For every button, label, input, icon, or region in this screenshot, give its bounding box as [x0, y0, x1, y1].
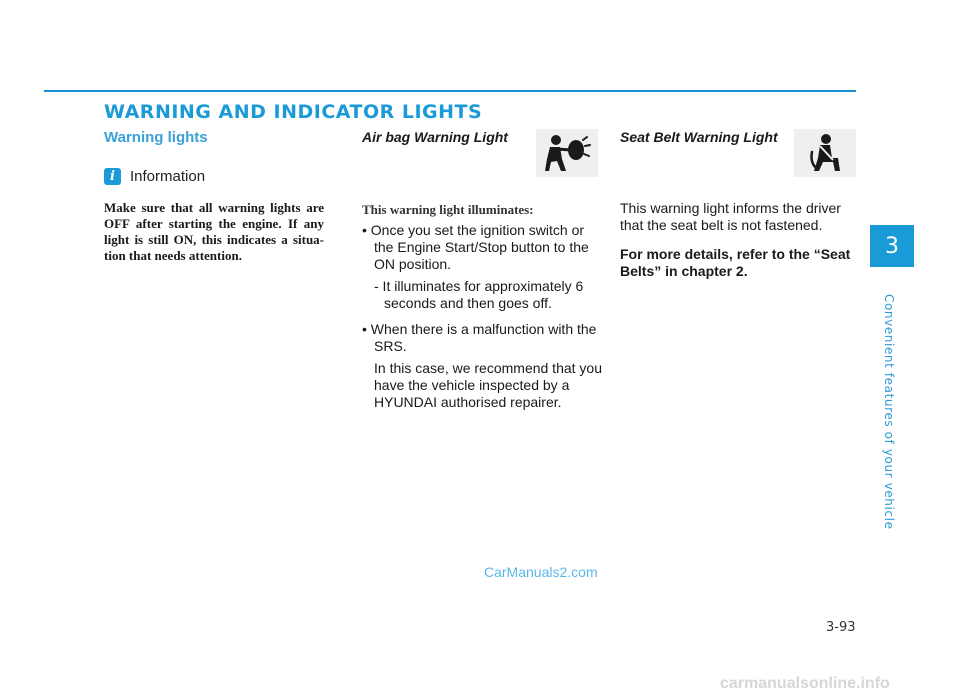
airbag-warning-icon: [536, 129, 598, 177]
seatbelt-body: [620, 200, 856, 280]
airbag-bullet-1: • Once you set the ignition switch or the Engine Start/Stop button to the ON position.: [362, 222, 589, 272]
page-number: 3-93: [826, 620, 856, 635]
information-label: Information: [130, 168, 206, 185]
airbag-conditions: [362, 222, 602, 411]
airbag-heading: Air bag Warning Light: [362, 129, 508, 145]
airbag-sub-1: - It illuminates for approximately 6 seconds and then goes off.: [374, 278, 584, 311]
top-rule: [44, 90, 856, 92]
watermark-carmanualsonline: carmanualsonline.info: [720, 675, 890, 692]
chapter-tab: 3: [870, 225, 914, 267]
seatbelt-text: This warning light informs the driver that the seat belt is not fastened.: [620, 200, 841, 233]
information-label-row: [104, 168, 205, 185]
info-icon: i: [104, 168, 121, 185]
warning-lights-heading: Warning lights: [104, 129, 208, 146]
seatbelt-heading: Seat Belt Warning Light: [620, 129, 778, 145]
section-title: WARNING AND INDICATOR LIGHTS: [104, 101, 483, 123]
seatbelt-reference: For more details, refer to the “Seat Belts” in chapter 2.: [620, 246, 851, 279]
airbag-bullet-2: • When there is a malfunction with the SRS.: [362, 321, 597, 354]
airbag-subheading: This warning light illuminates:: [362, 202, 534, 217]
watermark-carmanuals2: CarManuals2.com: [484, 564, 598, 580]
information-text: Make sure that all warning lights are OFF after starting the engine. If any light is still ON, this indicates a situa-tion that needs attention.: [104, 200, 324, 263]
seat-belt-warning-icon: [794, 129, 856, 177]
chapter-name: Convenient features of your vehicle: [882, 294, 896, 530]
airbag-recommendation: In this case, we recommend that you have the vehicle inspected by a HYUNDAI authorised repairer.: [374, 360, 602, 410]
